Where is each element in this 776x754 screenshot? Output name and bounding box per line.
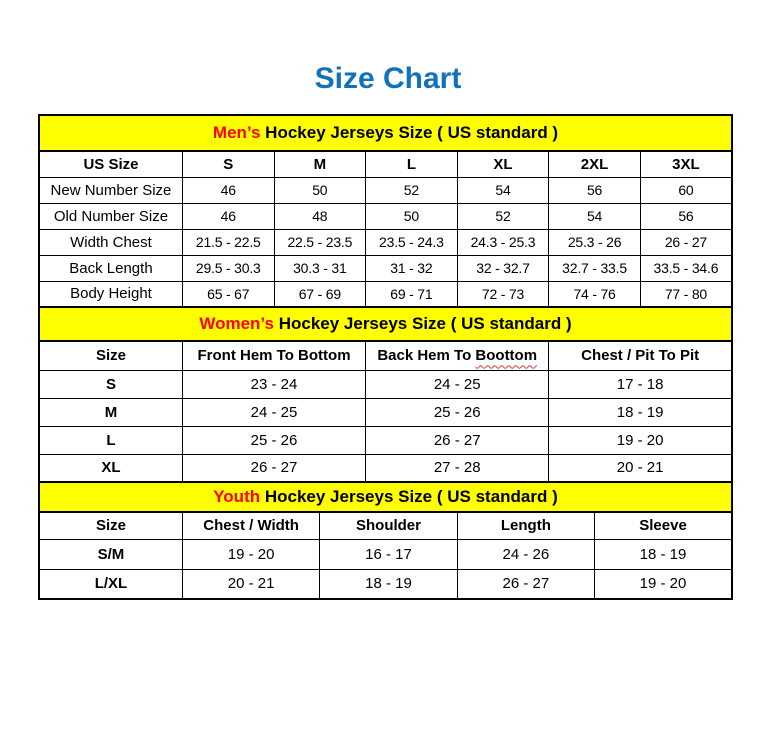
data-cell: 50 — [366, 203, 458, 229]
header-cell: Length — [457, 512, 594, 539]
caption-accent: Women’s — [199, 314, 274, 333]
mens-caption-row — [39, 115, 732, 151]
row-label: L/XL — [39, 569, 182, 599]
data-cell: 26 - 27 — [366, 426, 549, 454]
size-tables-container — [38, 114, 733, 600]
header-cell: Chest / Pit To Pit — [549, 341, 732, 370]
data-cell: 23 - 24 — [182, 370, 365, 398]
data-cell: 26 - 27 — [457, 569, 594, 599]
data-cell: 48 — [274, 203, 366, 229]
row-label: Old Number Size — [39, 203, 182, 229]
header-cell: Chest / Width — [182, 512, 319, 539]
data-cell: 26 - 27 — [640, 229, 732, 255]
youth-caption-row — [39, 482, 732, 512]
row-label: Back Length — [39, 255, 182, 281]
data-cell: 19 - 20 — [182, 539, 319, 569]
caption-accent: Men’s — [212, 123, 261, 142]
header-cell: Size — [39, 512, 182, 539]
data-cell: 18 - 19 — [549, 398, 732, 426]
table-row — [39, 370, 732, 398]
data-cell: 74 - 76 — [549, 281, 641, 307]
data-cell: 19 - 20 — [595, 569, 732, 599]
header-cell: 2XL — [549, 151, 641, 177]
header-cell: S — [182, 151, 274, 177]
data-cell: 20 - 21 — [182, 569, 319, 599]
table-row — [39, 569, 732, 599]
data-cell: 54 — [549, 203, 641, 229]
header-cell: Sleeve — [595, 512, 732, 539]
data-cell: 31 - 32 — [366, 255, 458, 281]
data-cell: 24 - 25 — [182, 398, 365, 426]
data-cell: 29.5 - 30.3 — [182, 255, 274, 281]
data-cell: 19 - 20 — [549, 426, 732, 454]
table-row — [39, 229, 732, 255]
youth-size-table — [38, 481, 733, 600]
header-cell: Front Hem To Bottom — [182, 341, 365, 370]
data-cell: 20 - 21 — [549, 454, 732, 482]
womens-size-table — [38, 306, 733, 483]
caption-accent: Youth — [213, 487, 261, 506]
table-row — [39, 398, 732, 426]
data-cell: 23.5 - 24.3 — [366, 229, 458, 255]
mens-header-row — [39, 151, 732, 177]
data-cell: 26 - 27 — [182, 454, 365, 482]
data-cell: 16 - 17 — [320, 539, 457, 569]
data-cell: 25 - 26 — [366, 398, 549, 426]
data-cell: 67 - 69 — [274, 281, 366, 307]
data-cell: 56 — [640, 203, 732, 229]
header-cell: 3XL — [640, 151, 732, 177]
data-cell: 46 — [182, 203, 274, 229]
womens-header-row — [39, 341, 732, 370]
row-label: Width Chest — [39, 229, 182, 255]
data-cell: 32 - 32.7 — [457, 255, 549, 281]
data-cell: 46 — [182, 177, 274, 203]
table-row — [39, 177, 732, 203]
data-cell: 69 - 71 — [366, 281, 458, 307]
data-cell: 27 - 28 — [366, 454, 549, 482]
page-title: Size Chart — [314, 62, 462, 95]
data-cell: 32.7 - 33.5 — [549, 255, 641, 281]
data-cell: 21.5 - 22.5 — [182, 229, 274, 255]
table-row — [39, 255, 732, 281]
womens-caption-row — [39, 307, 732, 341]
data-cell: 72 - 73 — [457, 281, 549, 307]
data-cell: 54 — [457, 177, 549, 203]
data-cell: 18 - 19 — [595, 539, 732, 569]
header-cell: Back Hem To Boottom — [366, 341, 549, 370]
section-caption: Youth Hockey Jerseys Size ( US standard ) — [39, 482, 732, 512]
data-cell: 17 - 18 — [549, 370, 732, 398]
data-cell: 52 — [366, 177, 458, 203]
table-row — [39, 454, 732, 482]
table-row — [39, 281, 732, 307]
row-label: Body Height — [39, 281, 182, 307]
header-cell: M — [274, 151, 366, 177]
data-cell: 30.3 - 31 — [274, 255, 366, 281]
data-cell: 50 — [274, 177, 366, 203]
data-cell: 18 - 19 — [320, 569, 457, 599]
table-row — [39, 203, 732, 229]
data-cell: 33.5 - 34.6 — [640, 255, 732, 281]
youth-header-row — [39, 512, 732, 539]
data-cell: 25 - 26 — [182, 426, 365, 454]
data-cell: 56 — [549, 177, 641, 203]
row-label: XL — [39, 454, 182, 482]
misspelled-word: Boottom — [475, 347, 538, 365]
mens-size-table — [38, 114, 733, 308]
data-cell: 65 - 67 — [182, 281, 274, 307]
header-cell: Size — [39, 341, 182, 370]
data-cell: 22.5 - 23.5 — [274, 229, 366, 255]
size-chart-page — [0, 62, 776, 600]
data-cell: 24 - 25 — [366, 370, 549, 398]
header-cell: Shoulder — [320, 512, 457, 539]
data-cell: 60 — [640, 177, 732, 203]
row-label: M — [39, 398, 182, 426]
header-cell: L — [366, 151, 458, 177]
row-label: S/M — [39, 539, 182, 569]
row-label: New Number Size — [39, 177, 182, 203]
data-cell: 52 — [457, 203, 549, 229]
row-label: L — [39, 426, 182, 454]
header-cell: US Size — [39, 151, 182, 177]
data-cell: 24 - 26 — [457, 539, 594, 569]
table-row — [39, 426, 732, 454]
header-cell: XL — [457, 151, 549, 177]
data-cell: 25.3 - 26 — [549, 229, 641, 255]
section-caption: Women’s Hockey Jerseys Size ( US standard ) — [39, 307, 732, 341]
row-label: S — [39, 370, 182, 398]
data-cell: 77 - 80 — [640, 281, 732, 307]
data-cell: 24.3 - 25.3 — [457, 229, 549, 255]
section-caption: Men’s Hockey Jerseys Size ( US standard ) — [39, 115, 732, 151]
table-row — [39, 539, 732, 569]
